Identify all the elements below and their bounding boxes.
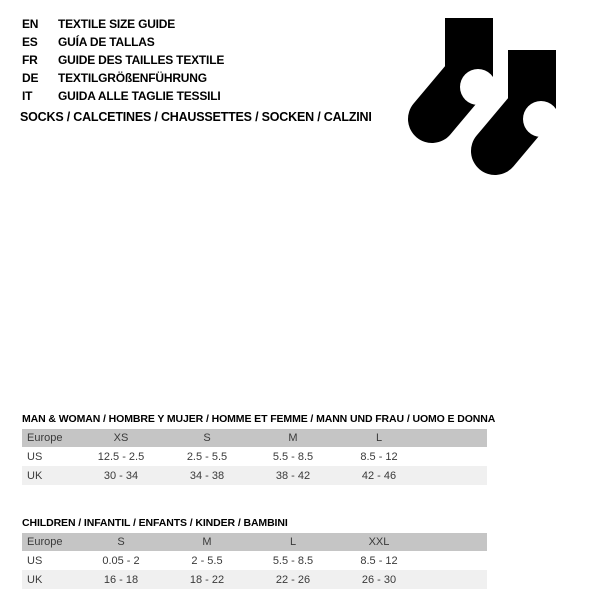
language-label: TEXTILE SIZE GUIDE: [58, 17, 176, 31]
table-header-row: [22, 429, 487, 447]
language-row: [22, 69, 224, 87]
column-header-spacer: [422, 533, 487, 551]
size-table-section-children: [22, 517, 487, 589]
region-cell: UK: [27, 573, 43, 586]
table-row-us: [22, 447, 487, 466]
language-row: [22, 51, 224, 69]
size-table-adults: [22, 429, 487, 485]
column-header-size: L: [289, 536, 297, 548]
language-label: GUÍA DE TALLAS: [58, 35, 155, 49]
size-cell: 0.05 - 2: [102, 554, 140, 567]
language-row: [22, 87, 224, 105]
size-cell: 34 - 38: [189, 469, 225, 482]
size-cell: 5.5 - 8.5: [272, 554, 314, 567]
size-cell: 22 - 26: [275, 573, 311, 586]
language-code: EN: [22, 17, 39, 31]
region-cell: UK: [27, 469, 43, 482]
size-cell: 16 - 18: [103, 573, 139, 586]
table-header-row: [22, 533, 487, 551]
region-cell: US: [27, 554, 43, 567]
product-category-line: SOCKS / CALCETINES / CHAUSSETTES / SOCKEN / CALZINI: [20, 110, 372, 124]
socks-icon: [402, 12, 562, 180]
column-header-spacer: [422, 429, 487, 447]
language-code: FR: [22, 53, 38, 67]
language-row: [22, 15, 224, 33]
table-title-adults: MAN & WOMAN / HOMBRE Y MUJER / HOMME ET FEMME / MANN UND FRAU / UOMO E DONNA: [22, 413, 496, 425]
size-cell: 8.5 - 12: [360, 450, 398, 463]
table-row-uk: [22, 466, 487, 485]
language-row: [22, 33, 224, 51]
language-code: ES: [22, 35, 38, 49]
column-header-region: Europe: [27, 536, 63, 548]
size-table-children: [22, 533, 487, 589]
size-cell-spacer: [422, 466, 487, 485]
language-list: [22, 15, 224, 105]
table-title-children: CHILDREN / INFANTIL / ENFANTS / KINDER / BAMBINI: [22, 517, 288, 529]
size-cell: 42 - 46: [361, 469, 397, 482]
size-cell-spacer: [422, 570, 487, 589]
column-header-size: XS: [113, 432, 129, 444]
size-cell: 38 - 42: [275, 469, 311, 482]
table-row-uk: [22, 570, 487, 589]
column-header-size: M: [202, 536, 212, 548]
region-cell: US: [27, 450, 43, 463]
size-cell-spacer: [422, 447, 487, 466]
size-cell: 18 - 22: [189, 573, 225, 586]
column-header-size: S: [117, 536, 125, 548]
sock-front: [495, 50, 559, 151]
size-table-section-adults: [22, 413, 496, 485]
table-row-us: [22, 551, 487, 570]
size-cell: 5.5 - 8.5: [272, 450, 314, 463]
size-cell: 2 - 5.5: [191, 554, 223, 567]
language-code: DE: [22, 71, 39, 85]
column-header-size: S: [203, 432, 211, 444]
size-cell-spacer: [422, 551, 487, 570]
column-header-size: XXL: [368, 536, 390, 548]
size-cell: 26 - 30: [361, 573, 397, 586]
language-label: GUIDA ALLE TAGLIE TESSILI: [58, 89, 221, 103]
language-label: GUIDE DES TAILLES TEXTILE: [58, 53, 225, 67]
column-header-size: M: [288, 432, 298, 444]
language-code: IT: [22, 89, 33, 103]
size-cell: 8.5 - 12: [360, 554, 398, 567]
size-cell: 2.5 - 5.5: [186, 450, 228, 463]
language-label: TEXTILGRÖßENFÜHRUNG: [58, 71, 207, 85]
column-header-size: L: [375, 432, 383, 444]
size-cell: 12.5 - 2.5: [97, 450, 145, 463]
sock-back: [432, 18, 496, 119]
column-header-region: Europe: [27, 432, 63, 444]
size-cell: 30 - 34: [103, 469, 139, 482]
